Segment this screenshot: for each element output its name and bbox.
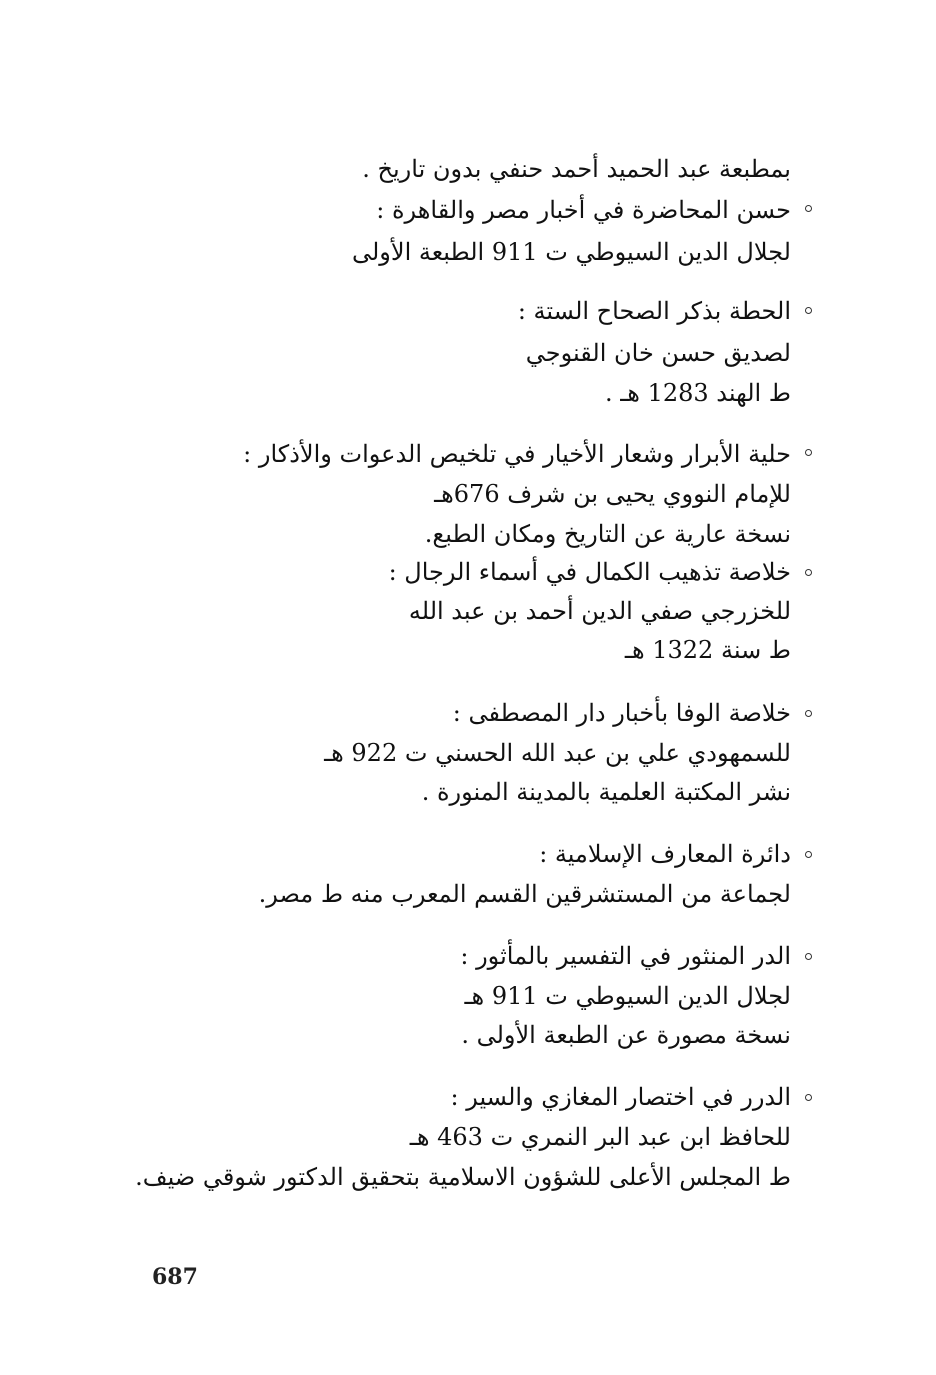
text-line: للإمام النووي يحيى بن شرف 676هـ [434, 480, 791, 508]
bullet-icon [805, 1094, 812, 1101]
text-line: ط الهند 1283 هـ . [605, 379, 791, 407]
text-line: لجلال الدين السيوطي ت 911 الطبعة الأولى [351, 238, 791, 266]
text-line: نسخة مصورة عن الطبعة الأولى . [461, 1021, 791, 1049]
text-line: نسخة عارية عن التاريخ ومكان الطبع. [424, 520, 791, 548]
bullet-icon [805, 205, 812, 212]
text-line: لصديق حسن خان القنوجي [525, 339, 791, 367]
bullet-icon [805, 710, 812, 717]
text-line: بمطبعة عبد الحميد أحمد حنفي بدون تاريخ . [362, 155, 791, 183]
entry-title: الحطة بذكر الصحاح الستة : [517, 297, 791, 325]
bullet-icon [805, 851, 812, 858]
entry-title: خلاصة تذهيب الكمال في أسماء الرجال : [388, 558, 791, 586]
text-line: ط سنة 1322 هـ [624, 636, 791, 664]
text-line: ط المجلس الأعلى للشؤون الاسلامية بتحقيق الدكتور شوقي ضيف. [135, 1163, 791, 1191]
text-line: لجلال الدين السيوطي ت 911 هـ [464, 982, 791, 1010]
text-line: للحافظ ابن عبد البر النمري ت 463 هـ [409, 1123, 791, 1151]
text-line: نشر المكتبة العلمية بالمدينة المنورة . [421, 778, 791, 806]
bullet-icon [805, 449, 812, 456]
entry-title: الدرر في اختصار المغازي والسير : [450, 1083, 791, 1111]
entry-title: الدر المنثور في التفسير بالمأثور : [460, 942, 791, 970]
page-number: 687 [152, 1264, 198, 1290]
text-line: للسمهودي علي بن عبد الله الحسني ت 922 هـ [324, 739, 791, 767]
text-line: لجماعة من المستشرقين القسم المعرب منه ط مصر. [258, 880, 791, 908]
bullet-icon [805, 953, 812, 960]
entry-title: حسن المحاضرة في أخبار مصر والقاهرة : [376, 196, 791, 224]
bullet-icon [805, 569, 812, 576]
entry-title: دائرة المعارف الإسلامية : [539, 840, 791, 868]
text-line: للخزرجي صفي الدين أحمد بن عبد الله [408, 597, 791, 625]
entry-title: حلية الأبرار وشعار الأخيار في تلخيص الدعوات والأذكار : [243, 440, 791, 468]
bullet-icon [805, 307, 812, 314]
entry-title: خلاصة الوفا بأخبار دار المصطفى : [452, 699, 791, 727]
